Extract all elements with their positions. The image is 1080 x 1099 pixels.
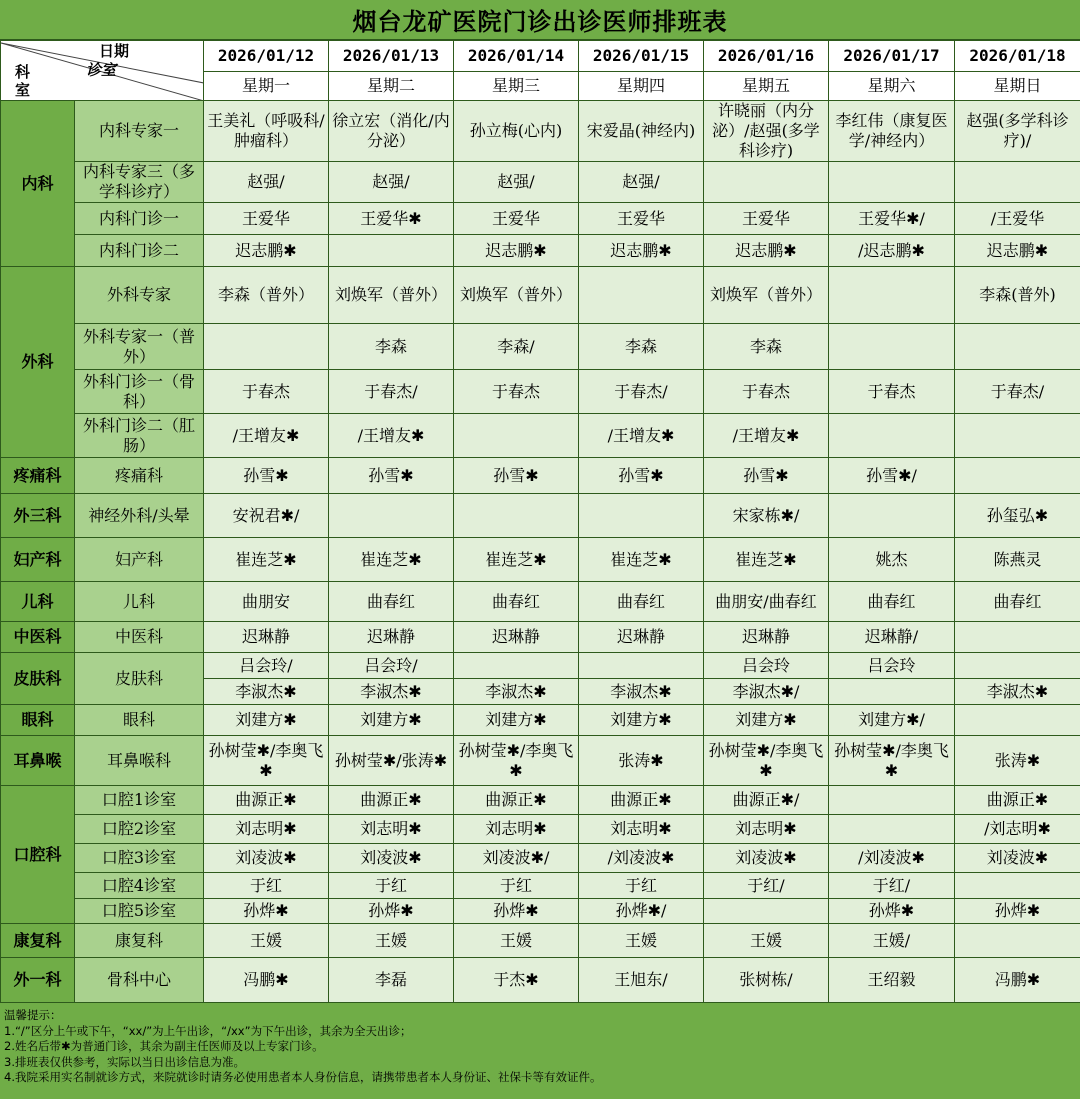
schedule-cell [955, 414, 1080, 458]
schedule-cell: 于春杰 [829, 370, 955, 414]
schedule-cell: 刘建方✱ [204, 705, 329, 736]
schedule-cell: 王爱华 [454, 203, 579, 235]
clinic-room-cell: 耳鼻喉科 [75, 736, 204, 786]
schedule-cell [955, 705, 1080, 736]
schedule-cell [829, 815, 955, 844]
note-item: 4.我院采用实名制就诊方式，来院就诊时请务必使用患者本人身份信息，请携带患者本人身份证、社保卡等有效证件。 [4, 1070, 602, 1084]
schedule-cell: /王增友✱ [329, 414, 454, 458]
schedule-cell: 曲源正✱ [579, 786, 704, 815]
schedule-cell [829, 786, 955, 815]
table-row [1, 844, 1080, 873]
schedule-cell: 曲春红 [955, 582, 1080, 622]
date-header: 2026/01/18 [955, 41, 1080, 72]
table-row [1, 958, 1080, 1003]
table-row [1, 267, 1080, 324]
schedule-cell: 曲春红 [829, 582, 955, 622]
schedule-cell: 徐立宏（消化/内分泌） [329, 101, 454, 162]
schedule-cell: 张涛✱ [579, 736, 704, 786]
date-header: 2026/01/13 [329, 41, 454, 72]
schedule-cell: 刘建方✱ [329, 705, 454, 736]
schedule-cell: 孙雪✱ [579, 458, 704, 494]
schedule-cell: 王绍毅 [829, 958, 955, 1003]
schedule-cell: 于春杰 [454, 370, 579, 414]
schedule-cell: 姚杰 [829, 538, 955, 582]
schedule-cell: 孙烨✱ [204, 899, 329, 924]
schedule-cell [955, 324, 1080, 370]
schedule-cell: 王美礼（呼吸科/肿瘤科） [204, 101, 329, 162]
schedule-cell: 李森 [329, 324, 454, 370]
schedule-cell: 崔连芝✱ [579, 538, 704, 582]
schedule-cell: 曲源正✱/ [704, 786, 829, 815]
table-row [1, 235, 1080, 267]
schedule-cell: 李淑杰✱ [454, 679, 579, 705]
schedule-cell: 迟琳静 [704, 622, 829, 653]
schedule-cell: 王媛 [204, 924, 329, 958]
schedule-cell: 孙树莹✱/李奥飞✱ [204, 736, 329, 786]
clinic-room-cell: 康复科 [75, 924, 204, 958]
table-row [1, 101, 1080, 162]
schedule-cell: 迟琳静 [204, 622, 329, 653]
table-row [1, 538, 1080, 582]
department-cell: 外三科 [1, 494, 75, 538]
schedule-cell: 李淑杰✱ [204, 679, 329, 705]
clinic-room-cell: 口腔2诊室 [75, 815, 204, 844]
schedule-cell: 王爱华 [204, 203, 329, 235]
schedule-cell [579, 494, 704, 538]
schedule-cell [454, 494, 579, 538]
schedule-cell: /王增友✱ [579, 414, 704, 458]
schedule-cell: /刘凌波✱ [829, 844, 955, 873]
schedule-cell: 刘建方✱ [454, 705, 579, 736]
schedule-cell: 王爱华✱/ [829, 203, 955, 235]
schedule-cell: /王增友✱ [204, 414, 329, 458]
schedule-cell [955, 458, 1080, 494]
schedule-cell: /王增友✱ [704, 414, 829, 458]
schedule-cell: /刘凌波✱ [579, 844, 704, 873]
schedule-cell [829, 162, 955, 203]
schedule-cell: 迟琳静 [329, 622, 454, 653]
schedule-cell: 王爱华 [579, 203, 704, 235]
schedule-cell: 赵强/ [579, 162, 704, 203]
date-header: 2026/01/12 [204, 41, 329, 72]
clinic-room-cell: 骨科中心 [75, 958, 204, 1003]
table-row [1, 622, 1080, 653]
clinic-room-cell: 妇产科 [75, 538, 204, 582]
department-cell: 内科 [1, 101, 75, 267]
clinic-room-cell: 儿科 [75, 582, 204, 622]
schedule-cell: 曲朋安 [204, 582, 329, 622]
clinic-room-cell: 外科门诊一（骨科） [75, 370, 204, 414]
schedule-cell: 赵强/ [204, 162, 329, 203]
schedule-cell [829, 679, 955, 705]
clinic-room-cell: 外科专家 [75, 267, 204, 324]
department-cell: 儿科 [1, 582, 75, 622]
schedule-cell: 刘志明✱ [579, 815, 704, 844]
clinic-room-cell: 中医科 [75, 622, 204, 653]
schedule-cell: 孙烨✱ [329, 899, 454, 924]
schedule-cell: 曲春红 [329, 582, 454, 622]
schedule-cell: 曲源正✱ [204, 786, 329, 815]
schedule-cell: 孙烨✱ [829, 899, 955, 924]
schedule-cell: 刘志明✱ [329, 815, 454, 844]
corner-date-label: 日期 [99, 42, 130, 60]
schedule-cell: 李淑杰✱ [329, 679, 454, 705]
department-cell: 妇产科 [1, 538, 75, 582]
note-item: 3.排班表仅供参考，实际以当日出诊信息为准。 [4, 1054, 245, 1069]
schedule-cell [829, 267, 955, 324]
schedule-cell: 于红 [579, 873, 704, 899]
schedule-cell: 迟志鹏✱ [704, 235, 829, 267]
clinic-room-cell: 口腔4诊室 [75, 873, 204, 899]
schedule-cell: 于红 [204, 873, 329, 899]
schedule-cell: 孙树莹✱/李奥飞✱ [454, 736, 579, 786]
date-header: 2026/01/16 [704, 41, 829, 72]
schedule-cell [955, 924, 1080, 958]
schedule-cell: 迟志鹏✱ [454, 235, 579, 267]
schedule-cell [955, 653, 1080, 679]
clinic-room-cell: 口腔3诊室 [75, 844, 204, 873]
schedule-cell: 吕会玲/ [204, 653, 329, 679]
clinic-room-cell: 神经外科/头晕 [75, 494, 204, 538]
schedule-cell: 刘焕军（普外） [454, 267, 579, 324]
schedule-cell: 刘凌波✱ [329, 844, 454, 873]
schedule-cell [329, 235, 454, 267]
schedule-cell [704, 899, 829, 924]
schedule-cell [829, 324, 955, 370]
schedule-cell: /王爱华 [955, 203, 1080, 235]
schedule-cell: 于红 [329, 873, 454, 899]
department-cell: 外科 [1, 267, 75, 458]
schedule-cell: 曲源正✱ [955, 786, 1080, 815]
clinic-room-cell: 皮肤科 [75, 653, 204, 705]
schedule-cell: 孙烨✱/ [579, 899, 704, 924]
weekday-header: 星期五 [704, 72, 829, 101]
schedule-cell: 孙雪✱ [204, 458, 329, 494]
clinic-room-cell: 内科专家三（多学科诊疗） [75, 162, 204, 203]
table-row [1, 705, 1080, 736]
schedule-cell: 崔连芝✱ [704, 538, 829, 582]
table-row [1, 736, 1080, 786]
schedule-cell [955, 873, 1080, 899]
schedule-cell: 李淑杰✱ [955, 679, 1080, 705]
schedule-cell: 于红/ [829, 873, 955, 899]
clinic-room-cell: 口腔1诊室 [75, 786, 204, 815]
schedule-cell: 刘凌波✱ [204, 844, 329, 873]
schedule-cell: 孙烨✱ [454, 899, 579, 924]
schedule-cell: 王媛 [329, 924, 454, 958]
schedule-cell: 赵强/ [454, 162, 579, 203]
clinic-room-cell: 眼科 [75, 705, 204, 736]
schedule-cell: 王旭东/ [579, 958, 704, 1003]
clinic-room-cell: 外科专家一（普外） [75, 324, 204, 370]
schedule-cell: 孙树莹✱/李奥飞✱ [829, 736, 955, 786]
schedule-cell: 吕会玲 [829, 653, 955, 679]
department-cell: 康复科 [1, 924, 75, 958]
table-row [1, 653, 1080, 679]
schedule-cell [454, 414, 579, 458]
clinic-room-cell: 内科门诊二 [75, 235, 204, 267]
clinic-room-cell: 外科门诊二（肛肠） [75, 414, 204, 458]
schedule-cell: 孙树莹✱/李奥飞✱ [704, 736, 829, 786]
schedule-cell [454, 653, 579, 679]
schedule-cell: 刘焕军（普外） [329, 267, 454, 324]
schedule-cell: 刘凌波✱ [704, 844, 829, 873]
schedule-cell: 迟志鹏✱ [955, 235, 1080, 267]
schedule-cell: 赵强(多学科诊疗)/ [955, 101, 1080, 162]
schedule-cell: 李淑杰✱/ [704, 679, 829, 705]
date-header: 2026/01/14 [454, 41, 579, 72]
schedule-cell: 孙烨✱ [955, 899, 1080, 924]
schedule-cell: 迟琳静 [454, 622, 579, 653]
schedule-cell: 于春杰/ [579, 370, 704, 414]
schedule-cell: 王爱华 [704, 203, 829, 235]
notes-heading: 温馨提示： [4, 1008, 62, 1022]
table-row [1, 786, 1080, 815]
department-cell: 外一科 [1, 958, 75, 1003]
schedule-cell [829, 414, 955, 458]
department-cell: 口腔科 [1, 786, 75, 924]
schedule-cell: 刘建方✱/ [829, 705, 955, 736]
schedule-cell: 刘凌波✱/ [454, 844, 579, 873]
schedule-cell: 曲春红 [454, 582, 579, 622]
clinic-room-cell: 内科门诊一 [75, 203, 204, 235]
schedule-cell: 于红 [454, 873, 579, 899]
schedule-cell: 于春杰 [204, 370, 329, 414]
schedule-cell: 安祝君✱/ [204, 494, 329, 538]
schedule-cell: 孙雪✱ [329, 458, 454, 494]
schedule-cell: 李磊 [329, 958, 454, 1003]
schedule-cell: 王媛/ [829, 924, 955, 958]
schedule-cell: 孙立梅(心内) [454, 101, 579, 162]
schedule-cell [579, 267, 704, 324]
note-item: 2.姓名后带✱为普通门诊，其余为副主任医师及以上专家门诊。 [4, 1039, 324, 1053]
clinic-room-cell: 疼痛科 [75, 458, 204, 494]
schedule-cell: 崔连芝✱ [329, 538, 454, 582]
weekday-header: 星期一 [204, 72, 329, 101]
schedule-cell: 李红伟（康复医学/神经内） [829, 101, 955, 162]
schedule-cell: 迟琳静/ [829, 622, 955, 653]
page-title: 烟台龙矿医院门诊出诊医师排班表 [0, 0, 1080, 40]
weekday-header: 星期六 [829, 72, 955, 101]
schedule-cell: 王媛 [579, 924, 704, 958]
schedule-cell: 宋爱晶(神经内) [579, 101, 704, 162]
schedule-cell: 迟志鹏✱ [204, 235, 329, 267]
schedule-cell: 孙雪✱ [454, 458, 579, 494]
schedule-cell: 刘凌波✱ [955, 844, 1080, 873]
table-row [1, 494, 1080, 538]
note-item: 1.“/”区分上午或下午，“xx/”为上午出诊，“/xx”为下午出诊，其余为全天出诊； [4, 1023, 412, 1038]
schedule-cell: 刘建方✱ [704, 705, 829, 736]
schedule-cell: 孙雪✱/ [829, 458, 955, 494]
schedule-table [0, 40, 1080, 1003]
schedule-cell: 冯鹏✱ [204, 958, 329, 1003]
schedule-cell: 孙雪✱ [704, 458, 829, 494]
schedule-cell: 李森 [704, 324, 829, 370]
schedule-cell: 崔连芝✱ [454, 538, 579, 582]
schedule-cell: 曲源正✱ [329, 786, 454, 815]
weekday-header: 星期日 [955, 72, 1080, 101]
department-cell: 耳鼻喉 [1, 736, 75, 786]
schedule-cell: 李森(普外) [955, 267, 1080, 324]
table-row [1, 414, 1080, 458]
schedule-cell: 冯鹏✱ [955, 958, 1080, 1003]
weekday-header: 星期二 [329, 72, 454, 101]
schedule-cell: 于杰✱ [454, 958, 579, 1003]
schedule-cell: 王爱华✱ [329, 203, 454, 235]
schedule-cell: 李森/ [454, 324, 579, 370]
schedule-cell: /迟志鹏✱ [829, 235, 955, 267]
schedule-cell [579, 653, 704, 679]
schedule-cell: 刘志明✱ [204, 815, 329, 844]
department-cell: 眼科 [1, 705, 75, 736]
schedule-cell [329, 494, 454, 538]
schedule-cell: 李森 [579, 324, 704, 370]
schedule-cell: 于春杰 [704, 370, 829, 414]
weekday-header: 星期四 [579, 72, 704, 101]
clinic-room-cell: 口腔5诊室 [75, 899, 204, 924]
schedule-cell: 吕会玲 [704, 653, 829, 679]
schedule-cell: /刘志明✱ [955, 815, 1080, 844]
schedule-cell [955, 622, 1080, 653]
department-cell: 中医科 [1, 622, 75, 653]
schedule-cell: 王媛 [454, 924, 579, 958]
schedule-cell [704, 162, 829, 203]
schedule-cell: 曲春红 [579, 582, 704, 622]
department-cell: 疼痛科 [1, 458, 75, 494]
schedule-cell [829, 494, 955, 538]
weekday-header: 星期三 [454, 72, 579, 101]
table-corner-header [1, 41, 204, 101]
schedule-cell: 于春杰/ [955, 370, 1080, 414]
table-row [1, 873, 1080, 899]
table-row [1, 899, 1080, 924]
table-row [1, 458, 1080, 494]
schedule-cell: 迟志鹏✱ [579, 235, 704, 267]
notes-section [0, 1006, 1080, 1099]
schedule-cell: 于春杰/ [329, 370, 454, 414]
schedule-cell: 孙玺弘✱ [955, 494, 1080, 538]
schedule-cell: 王媛 [704, 924, 829, 958]
table-row [1, 582, 1080, 622]
schedule-cell [204, 324, 329, 370]
corner-room-label: 诊室 [86, 61, 117, 79]
clinic-room-cell: 内科专家一 [75, 101, 204, 162]
schedule-cell: 张涛✱ [955, 736, 1080, 786]
schedule-cell: 许晓丽（内分泌）/赵强(多学科诊疗) [704, 101, 829, 162]
schedule-cell: 曲朋安/曲春红 [704, 582, 829, 622]
schedule-cell: 刘建方✱ [579, 705, 704, 736]
schedule-cell: 于红/ [704, 873, 829, 899]
schedule-cell: 宋家栋✱/ [704, 494, 829, 538]
schedule-cell: 刘志明✱ [704, 815, 829, 844]
schedule-cell: 李森（普外） [204, 267, 329, 324]
schedule-cell: 迟琳静 [579, 622, 704, 653]
date-header: 2026/01/15 [579, 41, 704, 72]
department-cell: 皮肤科 [1, 653, 75, 705]
table-row [1, 815, 1080, 844]
schedule-cell: 李淑杰✱ [579, 679, 704, 705]
table-row [1, 324, 1080, 370]
schedule-cell: 张树栋/ [704, 958, 829, 1003]
corner-dept-label-1: 科 [15, 63, 31, 81]
schedule-cell: 刘志明✱ [454, 815, 579, 844]
schedule-cell: 陈燕灵 [955, 538, 1080, 582]
table-row [1, 924, 1080, 958]
schedule-cell: 赵强/ [329, 162, 454, 203]
table-row [1, 203, 1080, 235]
schedule-cell: 孙树莹✱/张涛✱ [329, 736, 454, 786]
table-row [1, 370, 1080, 414]
schedule-cell: 刘焕军（普外） [704, 267, 829, 324]
schedule-cell: 曲源正✱ [454, 786, 579, 815]
schedule-cell [955, 162, 1080, 203]
schedule-cell: 崔连芝✱ [204, 538, 329, 582]
date-header: 2026/01/17 [829, 41, 955, 72]
table-row [1, 162, 1080, 203]
corner-dept-label-2: 室 [15, 81, 31, 99]
schedule-cell: 吕会玲/ [329, 653, 454, 679]
